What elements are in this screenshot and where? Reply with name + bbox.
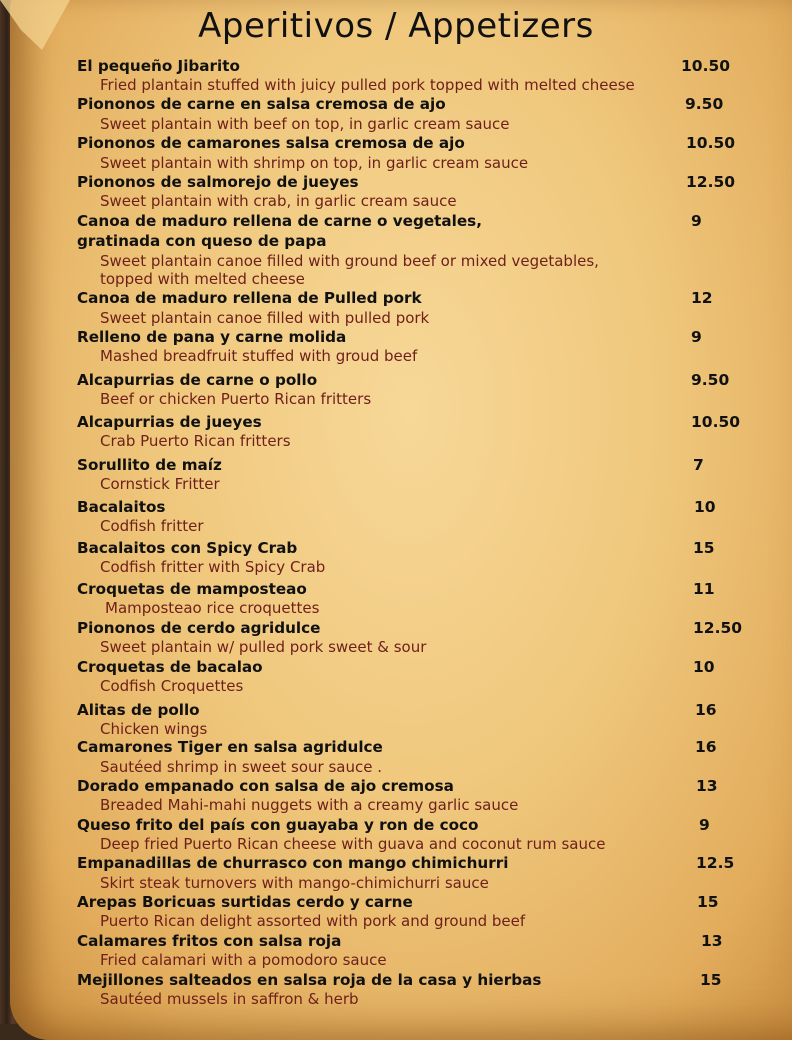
item-description: Sautéed mussels in saffron & herb bbox=[100, 990, 359, 1008]
item-name: Piononos de cerdo agridulce bbox=[77, 619, 321, 637]
item-name: Queso frito del país con guayaba y ron de coco bbox=[77, 816, 479, 834]
item-name: Alcapurrias de jueyes bbox=[77, 413, 262, 431]
item-description: Beef or chicken Puerto Rican fritters bbox=[100, 390, 372, 408]
menu-title: Aperitivos / Appetizers bbox=[198, 6, 594, 46]
item-description: Breaded Mahi-mahi nuggets with a creamy garlic sauce bbox=[100, 796, 519, 814]
item-description: Sweet plantain canoe filled with ground beef or mixed vegetables, bbox=[100, 252, 599, 270]
item-description: Mamposteao rice croquettes bbox=[105, 599, 320, 617]
item-price: 16 bbox=[695, 738, 717, 756]
item-description: Puerto Rican delight assorted with pork and ground beef bbox=[100, 912, 526, 930]
item-description: Fried calamari with a pomodoro sauce bbox=[100, 951, 387, 969]
item-name: Bacalaitos bbox=[77, 498, 166, 516]
item-price: 15 bbox=[700, 971, 722, 989]
item-price: 9 bbox=[691, 212, 702, 230]
item-name: Piononos de carne en salsa cremosa de ajo bbox=[77, 95, 446, 113]
item-price: 13 bbox=[696, 777, 718, 795]
item-price: 9.50 bbox=[685, 95, 724, 113]
item-price: 11 bbox=[693, 580, 715, 598]
item-price: 10.50 bbox=[681, 57, 731, 75]
item-description: Sweet plantain with beef on top, in garlic cream sauce bbox=[100, 115, 510, 133]
item-price: 12.5 bbox=[696, 854, 735, 872]
item-description: Deep fried Puerto Rican cheese with guava and coconut rum sauce bbox=[100, 835, 606, 853]
item-price: 15 bbox=[693, 539, 715, 557]
item-name: Calamares fritos con salsa roja bbox=[77, 932, 342, 950]
item-description: Codfish fritter bbox=[100, 517, 204, 535]
item-description: Crab Puerto Rican fritters bbox=[100, 432, 291, 450]
item-description: Codfish Croquettes bbox=[100, 677, 244, 695]
item-description-line2: topped with melted cheese bbox=[100, 270, 305, 288]
item-price: 12.50 bbox=[686, 173, 736, 191]
item-price: 13 bbox=[701, 932, 723, 950]
item-name: Alitas de pollo bbox=[77, 701, 200, 719]
item-price: 12.50 bbox=[693, 619, 743, 637]
item-description: Cornstick Fritter bbox=[100, 475, 220, 493]
item-description: Mashed breadfruit stuffed with groud beef bbox=[100, 347, 418, 365]
item-name: Piononos de salmorejo de jueyes bbox=[77, 173, 359, 191]
item-description: Sweet plantain with crab, in garlic cream sauce bbox=[100, 192, 457, 210]
item-description: Codfish fritter with Spicy Crab bbox=[100, 558, 326, 576]
item-description: Chicken wings bbox=[100, 720, 208, 738]
item-price: 10.50 bbox=[686, 134, 736, 152]
item-name: Camarones Tiger en salsa agridulce bbox=[77, 738, 383, 756]
item-name: Croquetas de bacalao bbox=[77, 658, 263, 676]
item-name: Sorullito de maíz bbox=[77, 456, 222, 474]
item-price: 10 bbox=[693, 658, 715, 676]
item-price: 7 bbox=[693, 456, 704, 474]
item-price: 9.50 bbox=[691, 371, 730, 389]
item-description: Fried plantain stuffed with juicy pulled pork topped with melted cheese bbox=[100, 76, 635, 94]
item-name: Canoa de maduro rellena de carne o vegetales, bbox=[77, 212, 482, 230]
item-name-line2: gratinada con queso de papa bbox=[77, 232, 327, 250]
item-name: Bacalaitos con Spicy Crab bbox=[77, 539, 298, 557]
item-name: Canoa de maduro rellena de Pulled pork bbox=[77, 289, 422, 307]
item-name: Alcapurrias de carne o pollo bbox=[77, 371, 318, 389]
item-description: Sweet plantain with shrimp on top, in garlic cream sauce bbox=[100, 154, 529, 172]
item-price: 10.50 bbox=[691, 413, 741, 431]
item-description: Sweet plantain canoe filled with pulled pork bbox=[100, 309, 430, 327]
item-price: 9 bbox=[691, 328, 702, 346]
item-name: Piononos de camarones salsa cremosa de ajo bbox=[77, 134, 465, 152]
item-name: Dorado empanado con salsa de ajo cremosa bbox=[77, 777, 454, 795]
item-description: Skirt steak turnovers with mango-chimichurri sauce bbox=[100, 874, 489, 892]
item-description: Sweet plantain w/ pulled pork sweet & sour bbox=[100, 638, 427, 656]
item-price: 12 bbox=[691, 289, 713, 307]
item-price: 16 bbox=[695, 701, 717, 719]
item-price: 10 bbox=[694, 498, 716, 516]
item-name: Relleno de pana y carne molida bbox=[77, 328, 347, 346]
item-name: Mejillones salteados en salsa roja de la casa y hierbas bbox=[77, 971, 542, 989]
item-name: Arepas Boricuas surtidas cerdo y carne bbox=[77, 893, 413, 911]
item-name: Croquetas de mamposteao bbox=[77, 580, 307, 598]
item-name: El pequeño Jibarito bbox=[77, 57, 240, 75]
item-price: 15 bbox=[697, 893, 719, 911]
item-name: Empanadillas de churrasco con mango chimichurri bbox=[77, 854, 509, 872]
item-description: Sautéed shrimp in sweet sour sauce . bbox=[100, 758, 382, 776]
item-price: 9 bbox=[699, 816, 710, 834]
